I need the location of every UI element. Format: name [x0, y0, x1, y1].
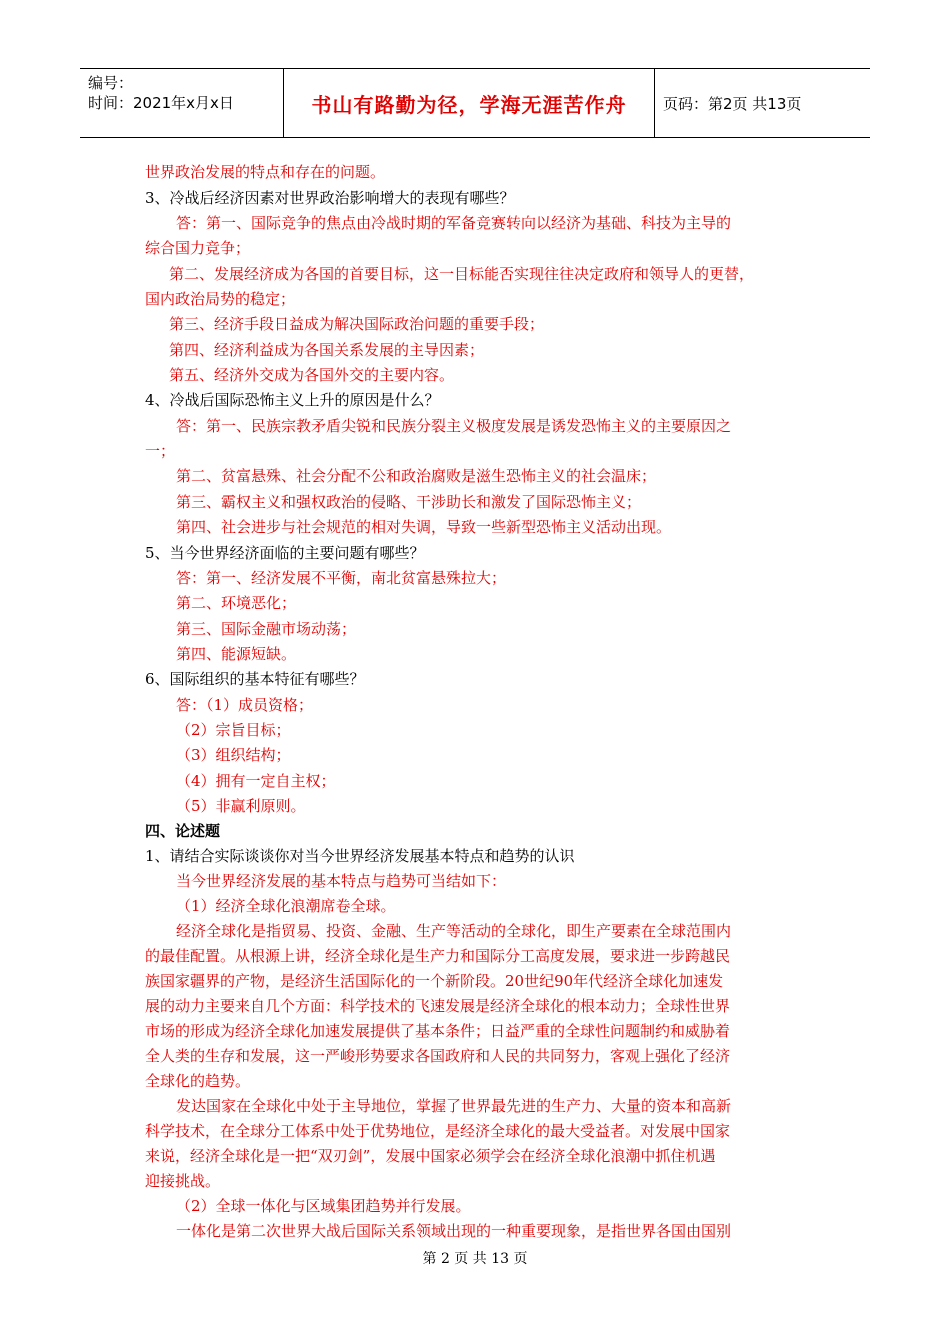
question-line: 5、当今世界经济面临的主要问题有哪些？ [145, 544, 425, 562]
answer-line: 第三、国际金融市场动荡； [176, 620, 357, 638]
answer-line: 国内政治局势的稳定； [145, 290, 296, 308]
question-line: 3、冷战后经济因素对世界政治影响增大的表现有哪些？ [145, 189, 515, 207]
answer-line: 迎接挑战。 [145, 1172, 221, 1190]
answer-line: 答：第一、国际竞争的焦点由冷战时期的军备竞赛转向以经济为基础、科技为主导的 [176, 214, 732, 232]
answer-line: 答：（1）成员资格； [176, 696, 314, 714]
answer-line: 市场的形成为经济全球化加速发展提供了基本条件；日益严重的全球性问题制约和威胁着 [145, 1022, 731, 1040]
answer-line: 综合国力竞争； [145, 239, 251, 257]
answer-line: 第二、环境恶化； [176, 594, 297, 612]
answer-line: 答：第一、民族宗教矛盾尖锐和民族分裂主义极度发展是诱发恐怖主义的主要原因之 [176, 417, 732, 435]
document-number-label: 编号： [88, 74, 134, 92]
answer-line: 来说，经济全球化是一把“双刃剑”，发展中国家必须学会在经济全球化浪潮中抓住机遇 [145, 1147, 716, 1165]
answer-line: 族国家疆界的产物，是经济生活国际化的一个新阶段。20世纪90年代经济全球化加速发 [145, 972, 724, 990]
answer-line: （5）非赢利原则。 [176, 797, 306, 815]
answer-line: 世界政治发展的特点和存在的问题。 [145, 163, 386, 181]
answer-line: 一体化是第二次世界大战后国际关系领域出现的一种重要现象，是指世界各国由国别 [176, 1222, 732, 1240]
answer-line: （3）组织结构； [176, 746, 291, 764]
answer-line: 经济全球化是指贸易、投资、金融、生产等活动的全球化，即生产要素在全球范围内 [176, 922, 732, 940]
answer-line: 的最佳配置。从根源上讲，经济全球化是生产力和国际分工高度发展，要求进一步跨越民 [145, 947, 731, 965]
answer-line: 全球化的趋势。 [145, 1072, 251, 1090]
answer-line: 展的动力主要来自几个方面：科学技术的飞速发展是经济全球化的根本动力；全球性世界 [145, 997, 731, 1015]
header-page-cell [655, 69, 870, 137]
answer-line: 发达国家在全球化中处于主导地位，掌握了世界最先进的生产力、大量的资本和高新 [176, 1097, 732, 1115]
question-line: 6、国际组织的基本特征有哪些？ [145, 670, 365, 688]
header-motto: 书山有路勤为径，学海无涯苦作舟 [311, 92, 627, 117]
answer-line: （4）拥有一定自主权； [176, 772, 336, 790]
answer-line: （1）经济全球化浪潮席卷全球。 [176, 897, 396, 915]
answer-line: 科学技术，在全球分工体系中处于优势地位，是经济全球化的最大受益者。对发展中国家 [145, 1122, 731, 1140]
answer-line: 第四、经济利益成为各国关系发展的主导因素； [169, 341, 485, 359]
answer-line: 当今世界经济发展的基本特点与趋势可当结如下： [176, 872, 507, 890]
answer-line: （2）宗旨目标； [176, 721, 291, 739]
header-meta-cell [80, 69, 284, 137]
page-number-label: 页码：第2页 共13页 [663, 94, 802, 113]
document-time-label: 时间：2021年x月x日 [88, 94, 234, 112]
section-heading: 四、论述题 [145, 822, 221, 840]
answer-line: （2）全球一体化与区域集团趋势并行发展。 [176, 1197, 471, 1215]
answer-line: 第四、社会进步与社会规范的相对失调，导致一些新型恐怖主义活动出现。 [176, 518, 672, 536]
answer-line: 第三、经济手段日益成为解决国际政治问题的重要手段； [169, 315, 545, 333]
answer-line: 全人类的生存和发展，这一严峻形势要求各国政府和人民的共同努力，客观上强化了经济 [145, 1047, 731, 1065]
page-footer: 第 2 页 共 13 页 [422, 1251, 528, 1267]
answer-line: 第二、发展经济成为各国的首要目标，这一目标能否实现往往决定政府和领导人的更替， [169, 265, 755, 283]
document-header [80, 68, 870, 138]
answer-line: 第二、贫富悬殊、社会分配不公和政治腐败是滋生恐怖主义的社会温床； [176, 467, 657, 485]
question-line: 4、冷战后国际恐怖主义上升的原因是什么？ [145, 391, 440, 409]
answer-line: 第五、经济外交成为各国外交的主要内容。 [169, 366, 455, 384]
question-line: 1、请结合实际谈谈你对当今世界经济发展基本特点和趋势的认识 [145, 847, 575, 865]
answer-line: 第三、霸权主义和强权政治的侵略、干涉助长和激发了国际恐怖主义； [176, 493, 642, 511]
answer-line: 第四、能源短缺。 [176, 645, 297, 663]
answer-line: 答：第一、经济发展不平衡，南北贫富悬殊拉大； [176, 569, 507, 587]
header-motto-cell [284, 69, 655, 137]
answer-line: 一； [145, 442, 176, 460]
